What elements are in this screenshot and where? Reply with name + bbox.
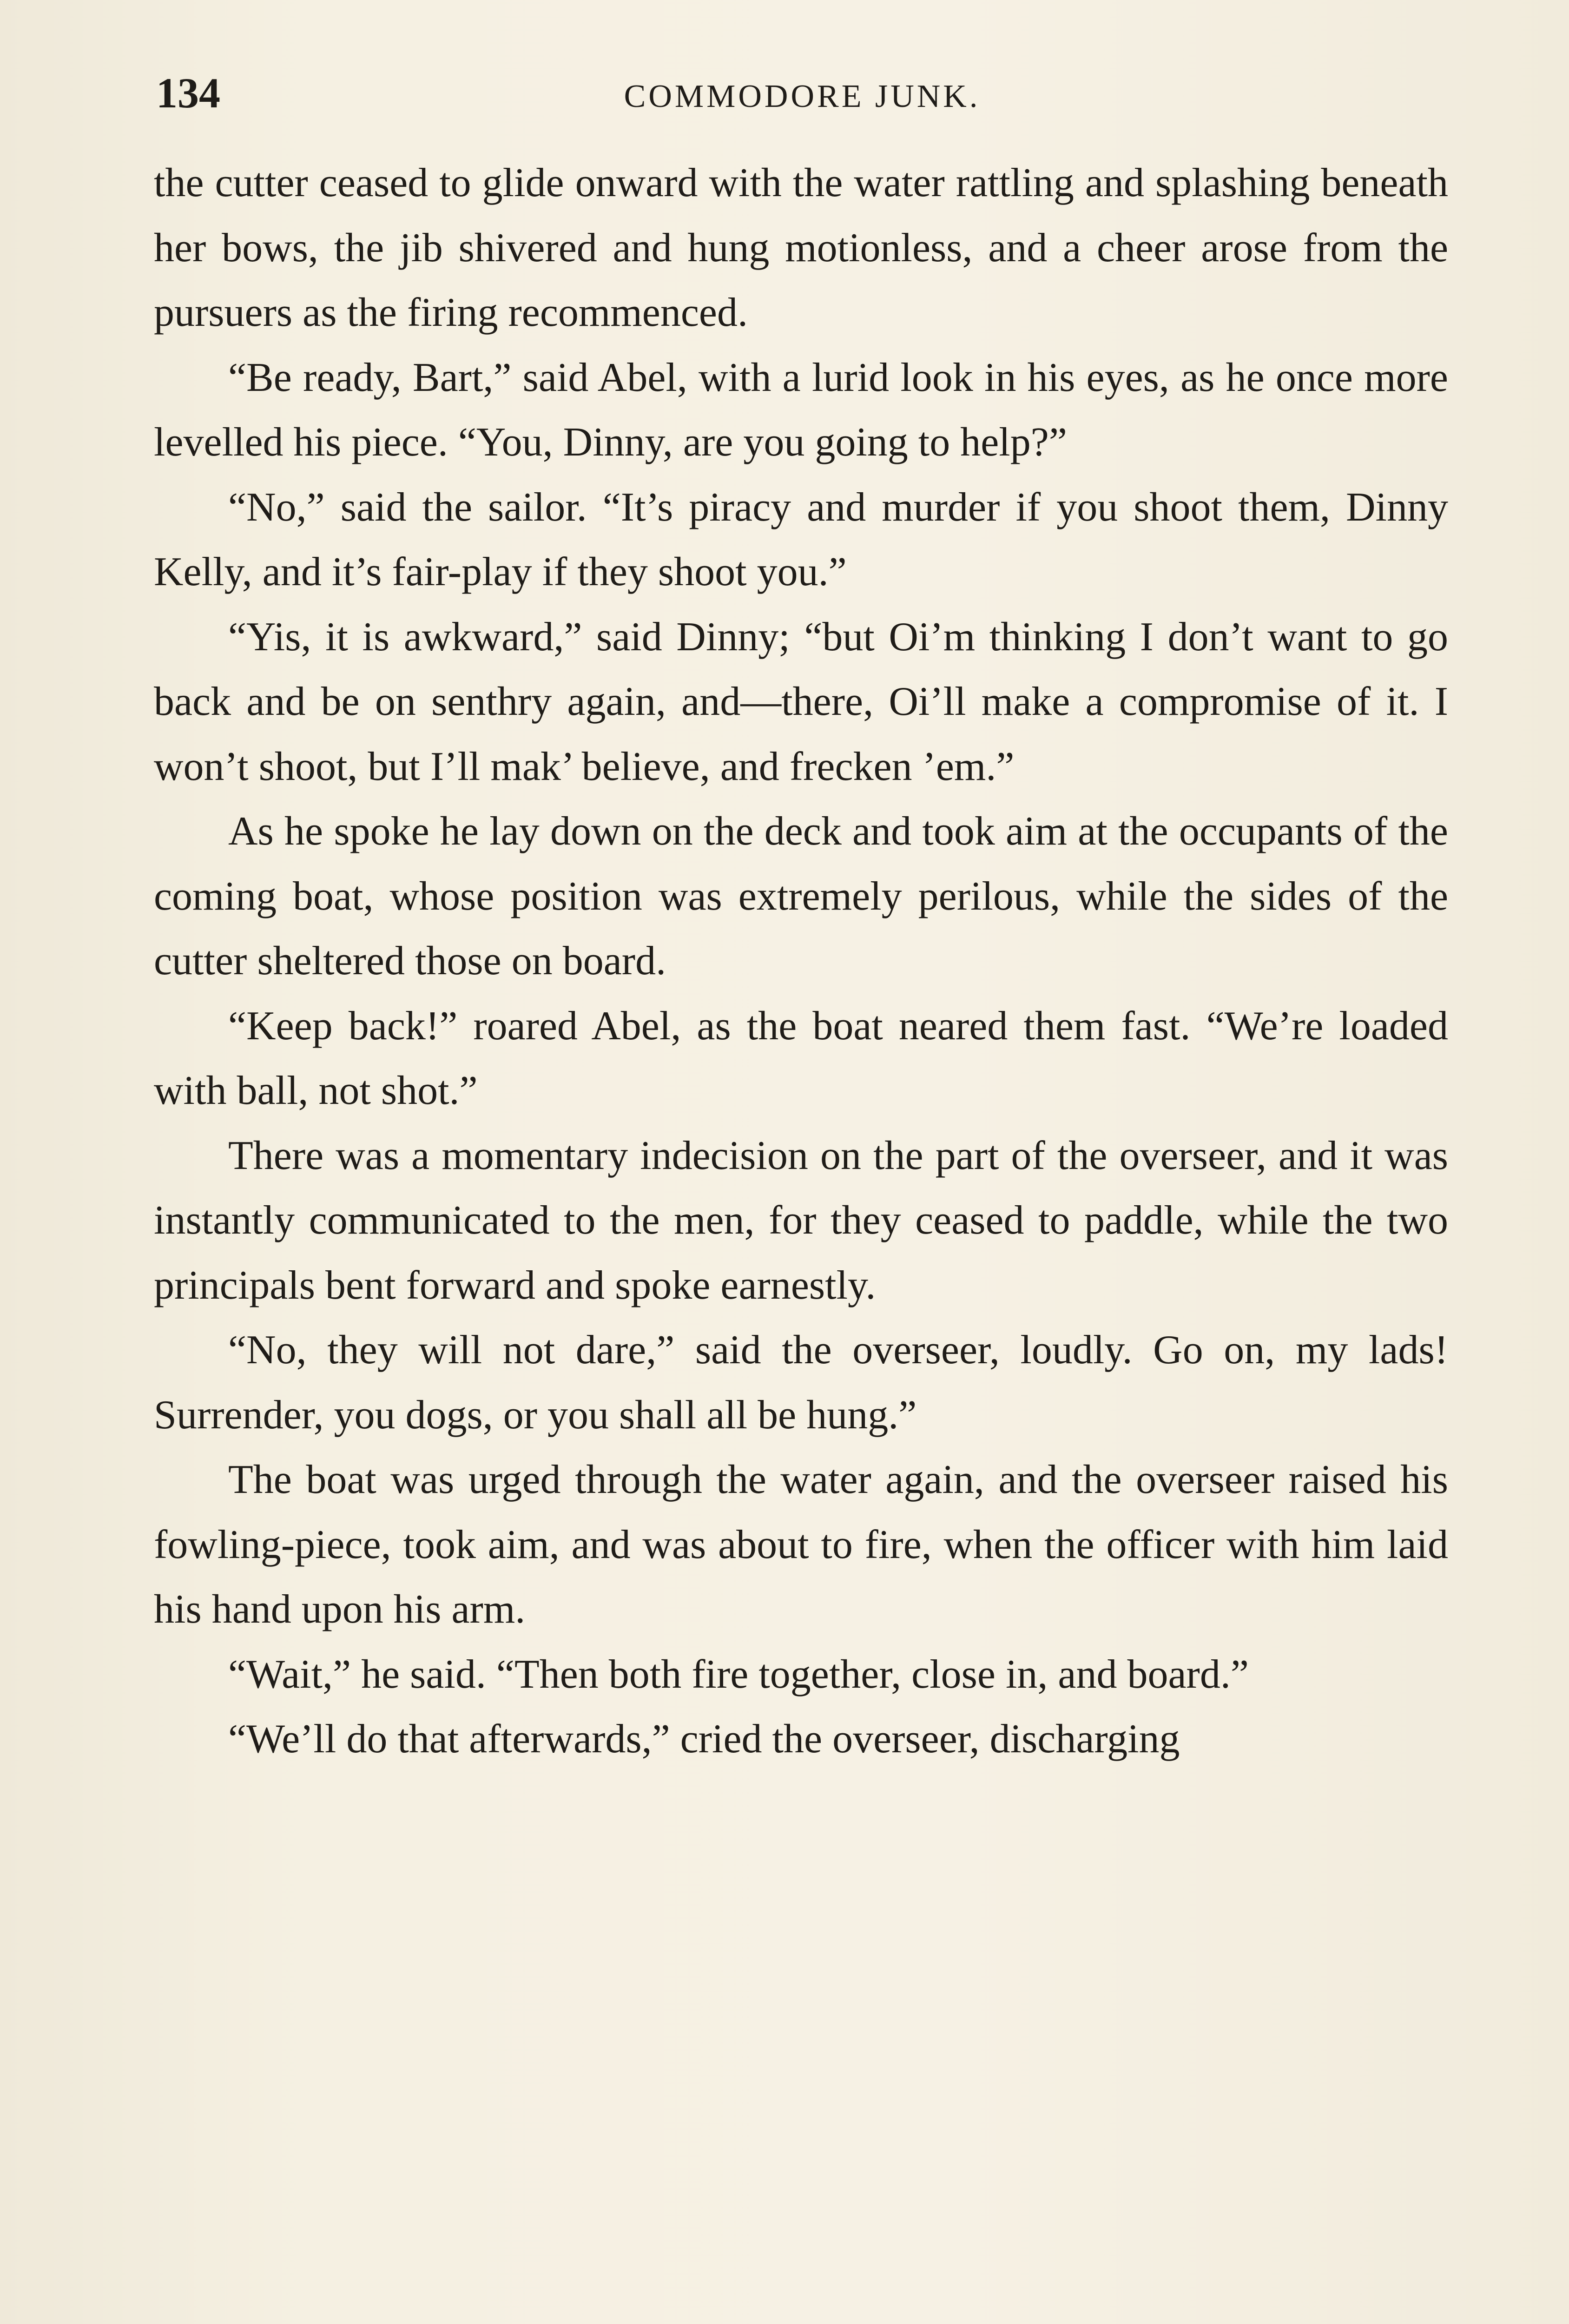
paragraph: As he spoke he lay down on the deck and took aim at the occupants of the coming boat, whose position was extremely perilous, while the sides of the cutter sheltered those on board. [154, 809, 1448, 984]
paragraph: “No, they will not dare,” said the overseer, loudly. Go on, my lads! Surrender, you dogs, or you shall all be hung.” [154, 1327, 1448, 1438]
paragraph: “Yis, it is awkward,” said Dinny; “but Oi’m thinking I don’t want to go back and be on senthry again, and—there, Oi’ll make a compromise of it. I won’t shoot, but I’ll mak’ believe, and frecken ’em.” [154, 614, 1448, 789]
paragraph: “Keep back!” roared Abel, as the boat neared them fast. “We’re loaded with ball, not shot.” [154, 1003, 1448, 1113]
paragraph: The boat was urged through the water again, and the overseer raised his fowling-piece, took aim, and was about to fire, when the officer with him laid his hand upon his arm. [154, 1457, 1448, 1632]
running-title: COMMODORE JUNK. [624, 79, 981, 114]
paragraph: “Be ready, Bart,” said Abel, with a lurid look in his eyes, as he once more levelled his piece. “You, Dinny, are you going to help?” [154, 355, 1448, 465]
paragraph: “Wait,” he said. “Then both fire together, close in, and board.” [228, 1651, 1249, 1697]
page-number: 134 [156, 69, 220, 117]
body-text [154, 151, 1448, 1772]
paragraph: the cutter ceased to glide onward with the water rattling and splashing beneath her bows, the jib shivered and hung motionless, and a cheer arose from the pursuers as the firing recommenced. [154, 160, 1448, 335]
paragraph: There was a momentary indecision on the part of the overseer, and it was instantly communicated to the men, for they ceased to paddle, while the two principals bent forward and spoke earnestly. [154, 1133, 1448, 1308]
paragraph: “We’ll do that afterwards,” cried the overseer, discharging [228, 1717, 1180, 1762]
paragraph: “No,” said the sailor. “It’s piracy and murder if you shoot them, Dinny Kelly, and it’s fair-play if they shoot you.” [154, 484, 1448, 594]
page-header [156, 65, 1448, 121]
